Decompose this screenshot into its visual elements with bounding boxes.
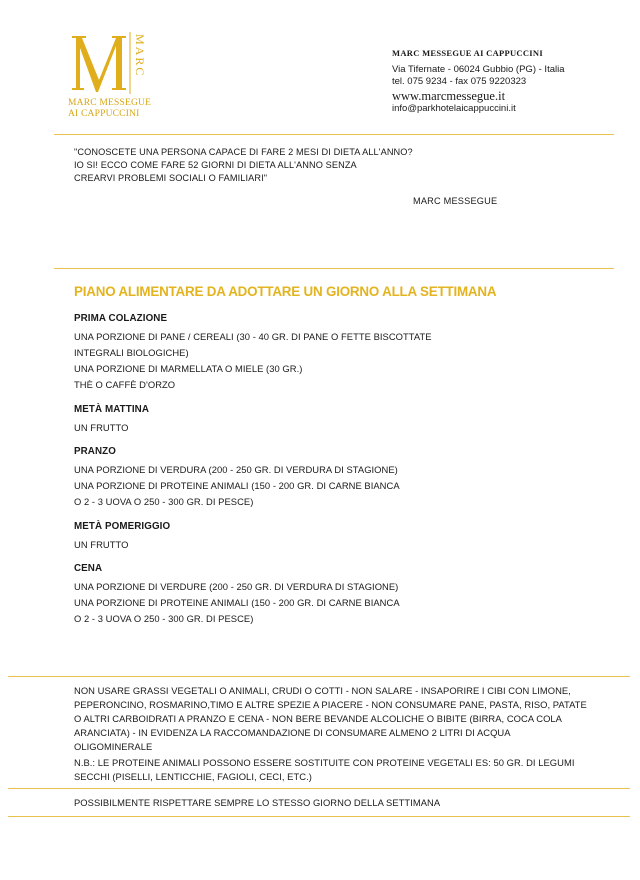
meal-heading: PRANZO: [74, 446, 116, 457]
rules-line: PEPERONCINO, ROSMARINO,TIMO E ALTRE SPEZIE A PIACERE - NON CONSUMARE PANE, PASTA, RISO, PATATE: [74, 699, 587, 710]
meal-section-prima-colazione: [74, 312, 544, 393]
logo-name-line: AI CAPPUCCINI: [68, 109, 140, 119]
logo-name: [68, 98, 152, 120]
company-name: MARC MESSEGUE AI CAPPUCCINI: [392, 48, 543, 58]
footer-line: POSSIBILMENTE RISPETTARE SEMPRE LO STESSO GIORNO DELLA SETTIMANA: [74, 797, 441, 808]
meal-section-cena: [74, 562, 544, 627]
meal-line: O 2 - 3 UOVA O 250 - 300 GR. DI PESCE): [74, 496, 254, 507]
meal-section-meta-pomeriggio: [74, 520, 544, 553]
meal-line: UNA PORZIONE DI MARMELLATA O MIELE (30 GR.): [74, 363, 303, 374]
email-link[interactable]: info@parkhotelaicappuccini.it: [392, 103, 516, 114]
quote-line: IO SI! ECCO COME FARE 52 GIORNI DI DIETA ALL'ANNO SENZA: [74, 160, 357, 170]
divider: [8, 816, 630, 817]
meal-section-pranzo: [74, 445, 544, 510]
quote-author: MARC MESSEGUE: [413, 196, 498, 206]
nb-line: SECCHI (PISELLI, LENTICCHIE, FAGIOLI, CECI, ETC.): [74, 771, 312, 782]
monogram-text: MARC: [133, 34, 147, 78]
diet-rules: [74, 684, 614, 754]
meal-heading: PRIMA COLAZIONE: [74, 313, 168, 324]
nb-line: N.B.: LE PROTEINE ANIMALI POSSONO ESSERE SOSTITUITE CON PROTEINE VEGETALI ES: 50 GR. DI LEGUMI: [74, 757, 575, 768]
divider: [8, 788, 630, 789]
phone-fax: tel. 075 9234 - fax 075 9220323: [392, 76, 527, 87]
quote: [74, 146, 454, 185]
plan-title: PIANO ALIMENTARE DA ADOTTARE UN GIORNO ALLA SETTIMANA: [74, 284, 497, 299]
meal-heading: CENA: [74, 563, 103, 574]
nb-note: [74, 756, 614, 784]
meal-line: UNA PORZIONE DI VERDURE (200 - 250 GR. DI VERDURA DI STAGIONE): [74, 581, 399, 592]
meal-line: UNA PORZIONE DI PROTEINE ANIMALI (150 - 200 GR. DI CARNE BIANCA: [74, 597, 400, 608]
rules-line: NON USARE GRASSI VEGETALI O ANIMALI, CRUDI O COTTI - NON SALARE - INSAPORIRE I CIBI CON LIMONE,: [74, 685, 571, 696]
divider: [8, 676, 630, 677]
meal-line: UNA PORZIONE DI VERDURA (200 - 250 GR. DI VERDURA DI STAGIONE): [74, 464, 398, 475]
meal-line: THÈ O CAFFÈ D'ORZO: [74, 379, 176, 390]
rules-line: ARANCIATA) - IN EVIDENZA LA RACCOMANDAZIONE DI CONSUMARE ALMENO 2 LITRI DI ACQUA: [74, 727, 511, 738]
rules-line: O ALTRI CARBOIDRATI A PRANZO E CENA - NON BERE BEVANDE ALCOLICHE O BIBITE (BIRRA, COCA COLA: [74, 713, 562, 724]
meal-line: UN FRUTTO: [74, 422, 129, 433]
divider: [54, 134, 614, 135]
website-link[interactable]: www.marcmessegue.it: [392, 89, 506, 103]
meal-line: O 2 - 3 UOVA O 250 - 300 GR. DI PESCE): [74, 613, 254, 624]
address: Via Tifernate - 06024 Gubbio (PG) - Italia: [392, 64, 565, 75]
meal-line: INTEGRALI BIOLOGICHE): [74, 347, 189, 358]
quote-line: "CONOSCETE UNA PERSONA CAPACE DI FARE 2 MESI DI DIETA ALL'ANNO?: [74, 147, 413, 157]
meal-line: UNA PORZIONE DI PANE / CEREALI (30 - 40 GR. DI PANE O FETTE BISCOTTATE: [74, 331, 432, 342]
meal-heading: METÀ MATTINA: [74, 404, 150, 415]
footer-note: [74, 796, 614, 810]
meal-heading: METÀ POMERIGGIO: [74, 521, 171, 532]
rules-line: OLIGOMINERALE: [74, 741, 153, 752]
meal-section-meta-mattina: [74, 403, 544, 436]
meal-line: UN FRUTTO: [74, 539, 129, 550]
divider: [54, 268, 614, 269]
logo-name-line: MARC MESSEGUE: [68, 98, 152, 108]
contact-block: [392, 48, 632, 115]
meal-line: UNA PORZIONE DI PROTEINE ANIMALI (150 - 200 GR. DI CARNE BIANCA: [74, 480, 400, 491]
logo: [66, 28, 150, 124]
quote-line: CREARVI PROBLEMI SOCIALI O FAMILIARI": [74, 173, 268, 183]
